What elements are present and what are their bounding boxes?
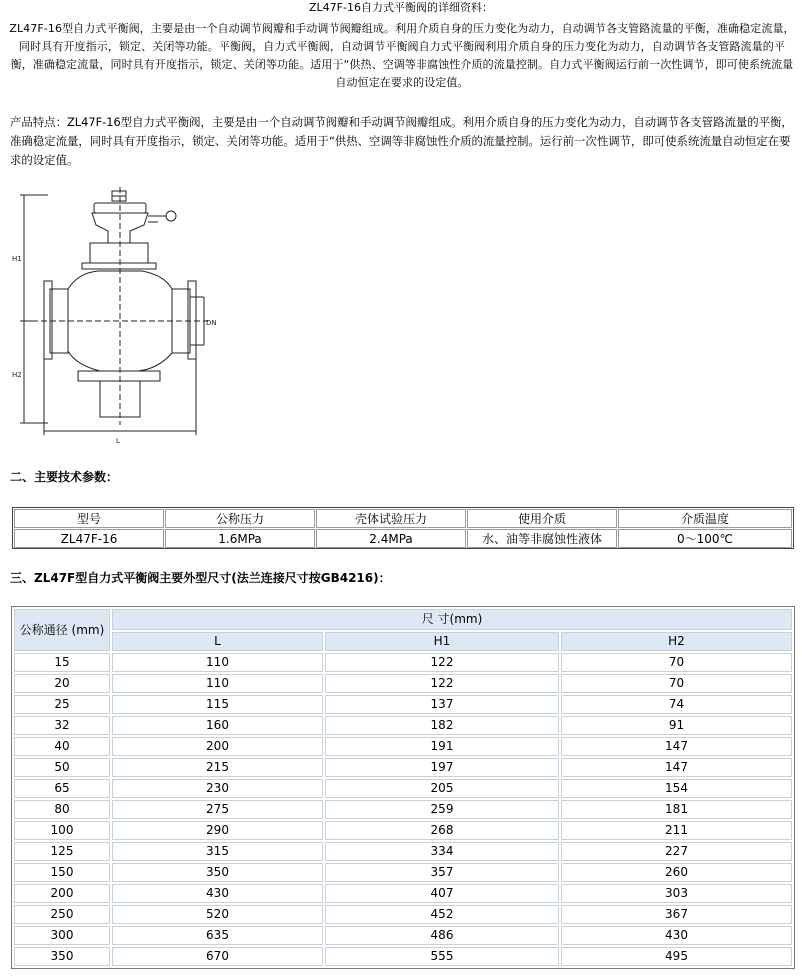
bottom-plate xyxy=(78,371,160,381)
table-cell: 367 xyxy=(561,905,792,924)
table-cell: 110 xyxy=(112,653,323,672)
table-cell: 32 xyxy=(14,716,110,735)
table-cell: 215 xyxy=(112,758,323,777)
table-row xyxy=(14,758,792,777)
table-cell: 115 xyxy=(112,695,323,714)
param-cell-temperature: 0～100℃ xyxy=(618,529,792,548)
table-row xyxy=(14,800,792,819)
table-row xyxy=(14,716,792,735)
table-cell: 154 xyxy=(561,779,792,798)
table-cell: 357 xyxy=(325,863,559,882)
table-cell: 15 xyxy=(14,653,110,672)
table-cell: 230 xyxy=(112,779,323,798)
param-header-test-pressure: 壳体试验压力 xyxy=(316,509,466,528)
table-cell: 125 xyxy=(14,842,110,861)
table-cell: 350 xyxy=(14,947,110,966)
table-cell: 122 xyxy=(325,674,559,693)
table-cell: 200 xyxy=(112,737,323,756)
table-cell: 147 xyxy=(561,758,792,777)
dim-l-label: L xyxy=(116,437,120,445)
table-cell: 670 xyxy=(112,947,323,966)
table-row xyxy=(14,926,792,945)
table-cell: 315 xyxy=(112,842,323,861)
table-row xyxy=(14,947,792,966)
param-cell-test-pressure: 2.4MPa xyxy=(316,529,466,548)
table-row xyxy=(14,653,792,672)
table-cell: 275 xyxy=(112,800,323,819)
product-features: 产品特点：ZL47F-16型自力式平衡阀，主要是由一个自动调节阀瓣和手动调节阀瓣组成。利用介质自身的压力变化为动力，自动调节各支管路流量的平衡，准确稳定流量，同时具有开度指示，锁定、关闭等功能。适用于“供热、空调等非腐蚀性介质的流量控制。运行前一次性调节，即可使系统流量自动恒定在要求的设定值。 xyxy=(10,115,793,167)
table-row xyxy=(14,863,792,882)
table-cell: 147 xyxy=(561,737,792,756)
table-cell: 268 xyxy=(325,821,559,840)
table-row xyxy=(14,674,792,693)
intro-paragraph: ZL47F-16型自力式平衡阀，主要是由一个自动调节阀瓣和手动调节阀瓣组成。利用介质自身的压力变化为动力，自动调节各支管路流量的平衡，准确稳定流量，同时具有开度指示，锁定、关闭等功能。平衡阀，自力式平衡阀，自动调节平衡阀自力式平衡阀利用介质自身的压力变化为动力，自动调节各支管路流量的平衡，准确稳定流量，同时具有开度指示，锁定、关闭等功能。适用于“供热、空调等非腐蚀性介质的流量控制。自力式平衡阀运行前一次性调节，即可使系统流量自动恒定在要求的设定值。 xyxy=(9,22,795,89)
table-cell: 110 xyxy=(112,674,323,693)
table-cell: 303 xyxy=(561,884,792,903)
table-cell: 150 xyxy=(14,863,110,882)
dim-h2-label: H2 xyxy=(12,371,22,379)
table-row xyxy=(14,695,792,714)
col-header-l: L xyxy=(112,632,323,651)
table-cell: 211 xyxy=(561,821,792,840)
table-cell: 430 xyxy=(112,884,323,903)
table-cell: 137 xyxy=(325,695,559,714)
table-row xyxy=(14,842,792,861)
table-cell: 635 xyxy=(112,926,323,945)
size-header: 尺 寸(mm) xyxy=(112,609,792,630)
param-header-model: 型号 xyxy=(14,509,164,528)
table-cell: 182 xyxy=(325,716,559,735)
lock-knob xyxy=(166,211,176,221)
table-row xyxy=(14,884,792,903)
table-cell: 65 xyxy=(14,779,110,798)
table-cell: 430 xyxy=(561,926,792,945)
table-cell: 334 xyxy=(325,842,559,861)
table-cell: 100 xyxy=(14,821,110,840)
table-cell: 40 xyxy=(14,737,110,756)
table-cell: 20 xyxy=(14,674,110,693)
table-cell: 250 xyxy=(14,905,110,924)
param-header-medium: 使用介质 xyxy=(467,509,617,528)
param-table xyxy=(12,507,794,549)
table-cell: 407 xyxy=(325,884,559,903)
col-header-h1: H1 xyxy=(325,632,559,651)
table-cell: 520 xyxy=(112,905,323,924)
table-cell: 205 xyxy=(325,779,559,798)
table-row xyxy=(14,821,792,840)
table-cell: 290 xyxy=(112,821,323,840)
table-cell: 452 xyxy=(325,905,559,924)
table-row xyxy=(14,905,792,924)
table-cell: 197 xyxy=(325,758,559,777)
table-row xyxy=(14,737,792,756)
table-cell: 181 xyxy=(561,800,792,819)
table-cell: 91 xyxy=(561,716,792,735)
table-cell: 260 xyxy=(561,863,792,882)
table-cell: 191 xyxy=(325,737,559,756)
table-cell: 80 xyxy=(14,800,110,819)
table-cell: 259 xyxy=(325,800,559,819)
table-cell: 122 xyxy=(325,653,559,672)
dim-dn-label: DN xyxy=(206,319,217,327)
param-header-pressure: 公称压力 xyxy=(165,509,315,528)
table-cell: 160 xyxy=(112,716,323,735)
param-cell-model: ZL47F-16 xyxy=(14,529,164,548)
intro-title: ZL47F-16自力式平衡阀的详细资料： xyxy=(309,1,493,14)
table-cell: 227 xyxy=(561,842,792,861)
col-header-h2: H2 xyxy=(561,632,792,651)
table-cell: 25 xyxy=(14,695,110,714)
table-cell: 70 xyxy=(561,674,792,693)
dn-header: 公称通径 (mm) xyxy=(14,609,110,651)
table-cell: 200 xyxy=(14,884,110,903)
table-cell: 350 xyxy=(112,863,323,882)
neck xyxy=(90,243,148,263)
table-row xyxy=(14,779,792,798)
valve-diagram xyxy=(8,185,220,455)
table-cell: 70 xyxy=(561,653,792,672)
dim-h1-label: H1 xyxy=(12,255,22,263)
table-cell: 495 xyxy=(561,947,792,966)
param-cell-medium: 水、油等非腐蚀性液体 xyxy=(467,529,617,548)
param-header-temperature: 介质温度 xyxy=(618,509,792,528)
table-cell: 555 xyxy=(325,947,559,966)
dims-heading: 三、ZL47F型自力式平衡阀主要外型尺寸(法兰连接尺寸按GB4216)： xyxy=(10,571,391,585)
dimension-table xyxy=(11,606,795,969)
table-cell: 50 xyxy=(14,758,110,777)
params-heading: 二、主要技术参数： xyxy=(10,470,119,484)
table-cell: 300 xyxy=(14,926,110,945)
param-cell-pressure: 1.6MPa xyxy=(165,529,315,548)
table-cell: 74 xyxy=(561,695,792,714)
dimension-table-body xyxy=(14,653,792,966)
table-cell: 486 xyxy=(325,926,559,945)
